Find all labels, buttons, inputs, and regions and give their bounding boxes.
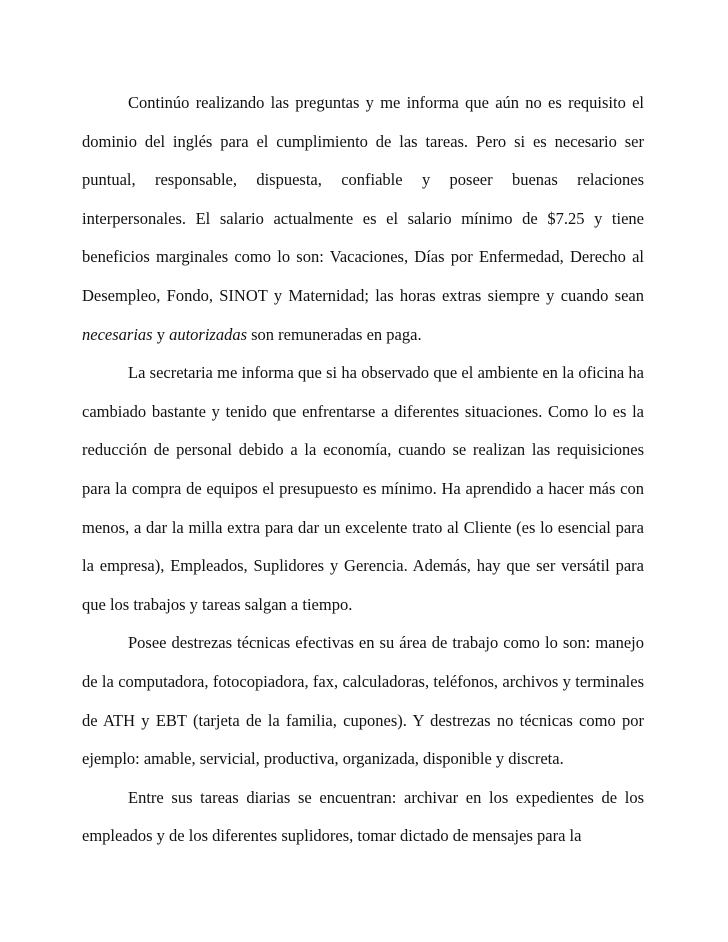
paragraph-1-text-c: son remuneradas en paga. xyxy=(247,324,422,344)
emphasis-autorizadas: autorizadas xyxy=(169,324,248,344)
paragraph-1-text-b: y xyxy=(152,324,170,344)
paragraph-2-text: La secretaria me informa que si ha observado que el ambiente en la oficina ha cambiado bastante y tenido que enfrentarse a diferentes situaciones. Como lo es la reducción de personal debido a la economía, cuando se realizan las requisiciones para la compra de equipos el presupuesto es mínimo. Ha aprendido a hacer más con menos, a dar la milla extra para dar un excelente trato al Cliente (es lo esencial para la empresa), Empleados, Suplidores y Gerencia. Además, hay que ser versátil para que los trabajos y tareas salgan a tiempo. xyxy=(82,363,644,614)
paragraph-1 xyxy=(82,84,644,354)
paragraph-3 xyxy=(82,624,644,778)
document-body xyxy=(82,84,644,856)
emphasis-necesarias: necesarias xyxy=(82,324,153,344)
paragraph-3-text: Posee destrezas técnicas efectivas en su área de trabajo como lo son: manejo de la computadora, fotocopiadora, fax, calculadoras, teléfonos, archivos y terminales de ATH y EBT (tarjeta de la familia, cupones). Y destrezas no técnicas como por ejemplo: amable, servicial, productiva, organizada, disponible y discreta. xyxy=(82,633,644,769)
paragraph-1-text-a: Continúo realizando las preguntas y me informa que aún no es requisito el dominio del inglés para el cumplimiento de las tareas. Pero si es necesario ser puntual, responsable, dispuesta, confiable y poseer buenas relaciones interpersonales. El salario actualmente es el salario mínimo de $7.25 y tiene beneficios marginales como lo son: Vacaciones, Días por Enfermedad, Derecho al Desempleo, Fondo, SINOT y Maternidad; las horas extras siempre y cuando sean xyxy=(82,93,644,305)
paragraph-4-text: Entre sus tareas diarias se encuentran: archivar en los expedientes de los empleados y de los diferentes suplidores, tomar dictado de mensajes para la xyxy=(82,787,644,846)
paragraph-2 xyxy=(82,354,644,624)
paragraph-4 xyxy=(82,779,644,856)
